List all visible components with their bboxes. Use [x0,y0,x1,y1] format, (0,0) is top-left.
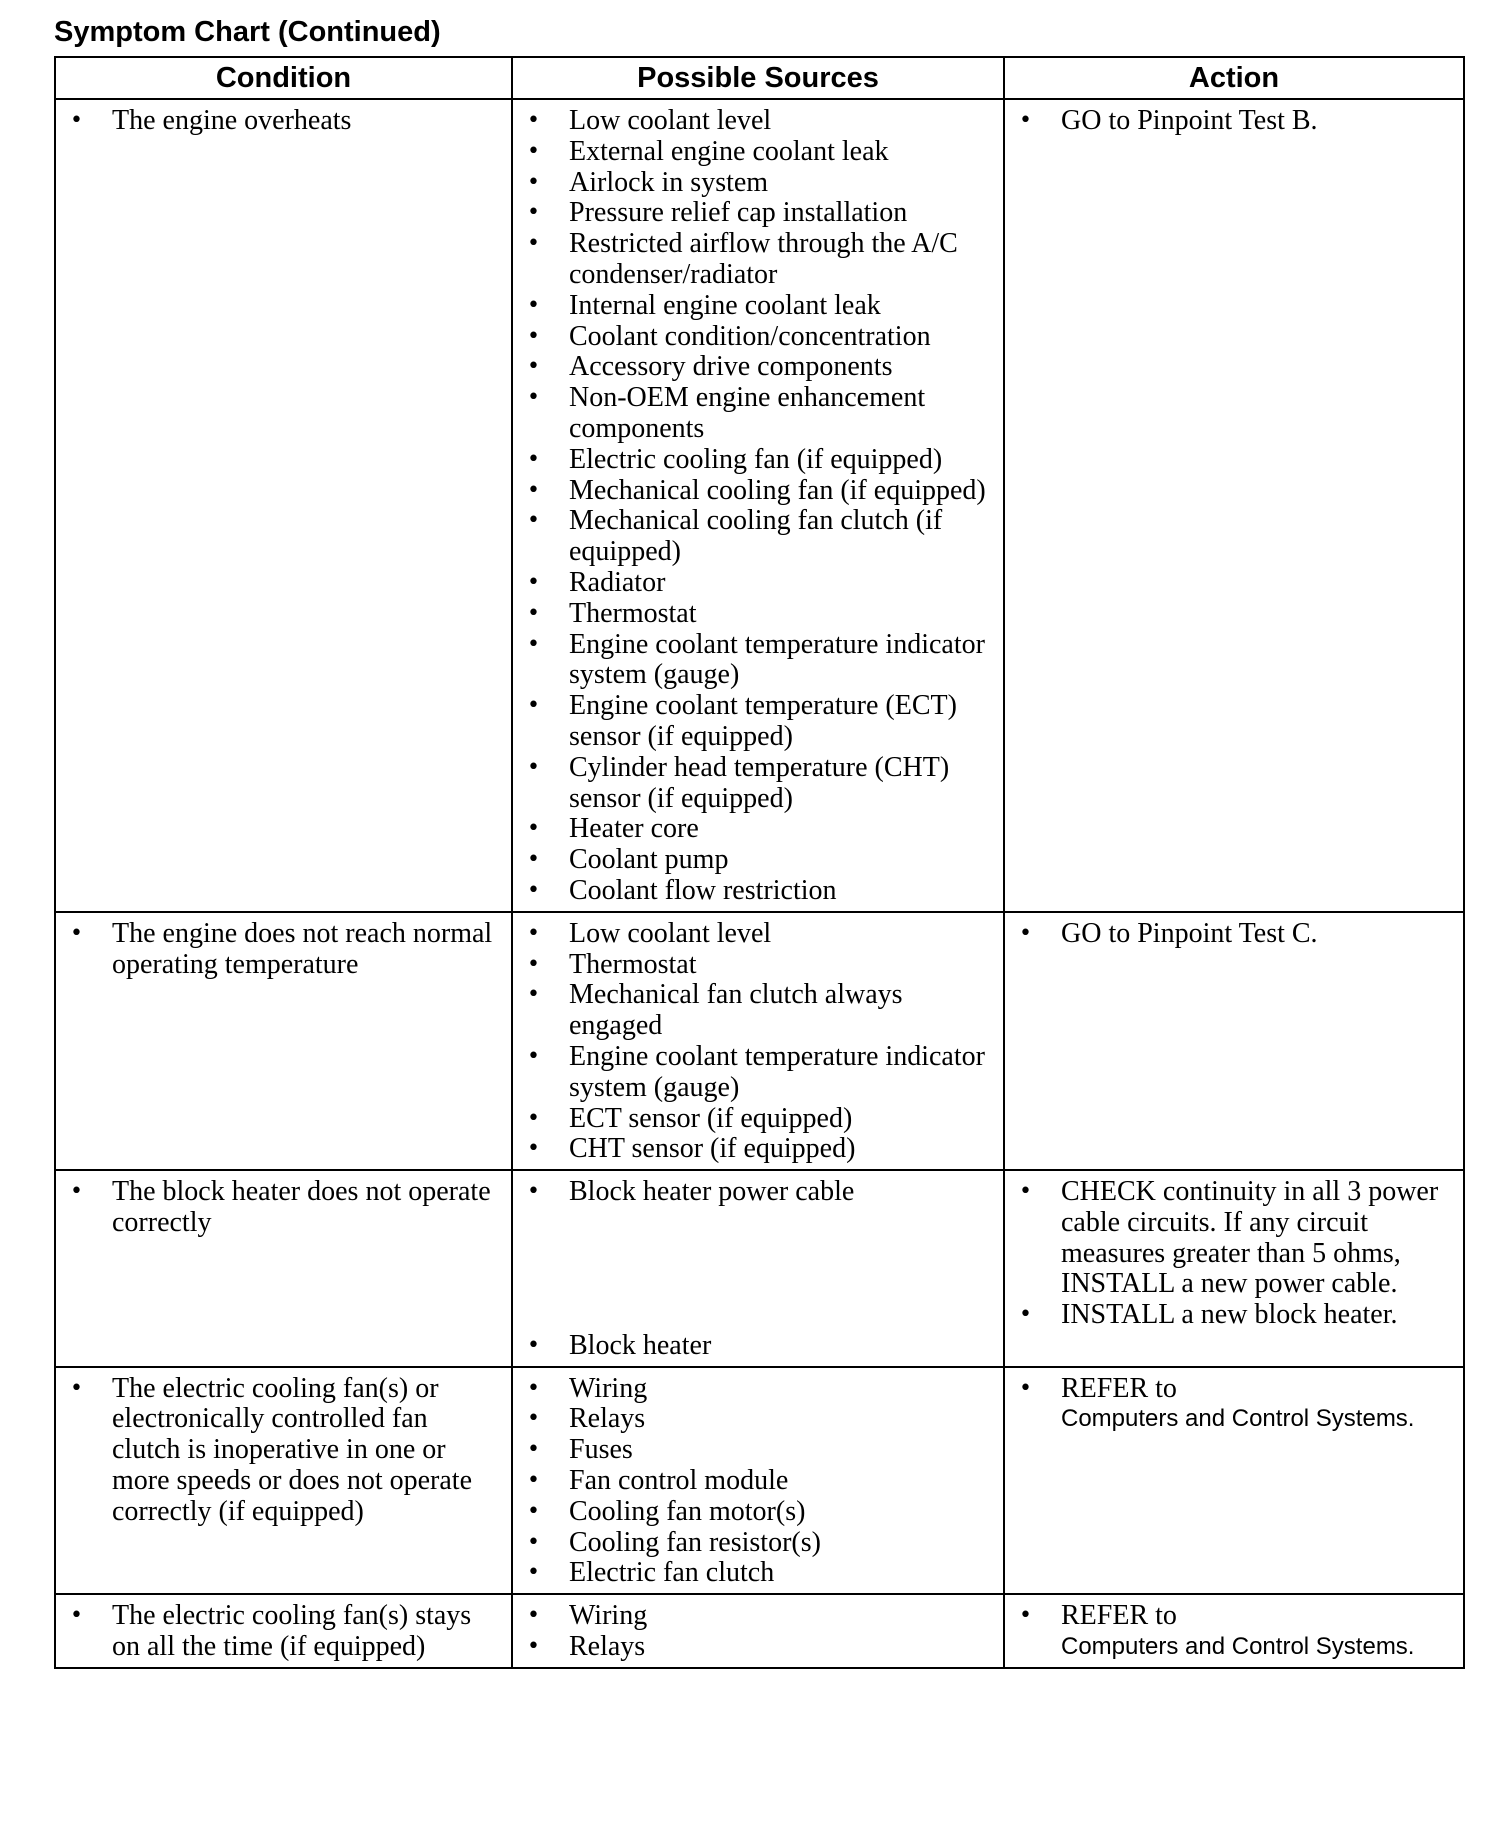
sources-cell [512,1170,1004,1367]
condition-text: • The electric cooling fan(s) or electronically controlled fan clutch is inoperative in one or more speeds or does not operate correctly (if equipped) [56,1374,499,1528]
action-cell [1004,1594,1464,1668]
action-text: REFER to [1061,1372,1177,1404]
list-item: • Low coolant level [513,106,991,137]
list-item: • Internal engine coolant leak [513,291,991,322]
action-cell [1004,1170,1464,1367]
page-title: Symptom Chart (Continued) [54,16,441,48]
list-item: • Electric cooling fan (if equipped) [513,445,991,476]
list-item: • Fan control module [513,1466,991,1497]
list-item: • Cylinder head temperature (CHT) sensor (if equipped) [513,753,991,815]
condition-text: • The block heater does not operate correctly [56,1177,499,1239]
table-row [55,1367,1464,1595]
table-row [55,1594,1464,1668]
list-item: • Fuses [513,1435,991,1466]
list-item: • Mechanical cooling fan (if equipped) [513,476,991,507]
list-item: • Engine coolant temperature indicator system (gauge) [513,630,991,692]
list-item: • Airlock in system [513,168,991,199]
list-item: • Radiator [513,568,991,599]
list-item: • Pressure relief cap installation [513,198,991,229]
list-item: • Cooling fan resistor(s) [513,1528,991,1559]
list-item: • Thermostat [513,950,991,981]
list-item: • Heater core [513,814,991,845]
condition-text: • The engine does not reach normal operating temperature [56,919,499,981]
list-item: • Relays [513,1404,991,1435]
table-row [55,1170,1464,1367]
list-item: • Restricted airflow through the A/C condenser/radiator [513,229,991,291]
list-item: • CHT sensor (if equipped) [513,1134,991,1165]
list-item: • Engine coolant temperature (ECT) sensor (if equipped) [513,691,991,753]
list-item: • Coolant pump [513,845,991,876]
condition-cell [55,1170,512,1367]
condition-text: • The engine overheats [56,106,499,137]
list-item: • Cooling fan motor(s) [513,1497,991,1528]
list-item: • Accessory drive components [513,352,991,383]
condition-text: • The electric cooling fan(s) stays on all the time (if equipped) [56,1601,499,1663]
action-text: • INSTALL a new block heater. [1005,1300,1451,1331]
sources-cell [512,1367,1004,1595]
list-item: • Thermostat [513,599,991,630]
condition-cell [55,1367,512,1595]
action-text: • GO to Pinpoint Test B. [1005,106,1451,137]
list-item: • Low coolant level [513,919,991,950]
list-item: • Engine coolant temperature indicator system (gauge) [513,1042,991,1104]
condition-cell [55,1594,512,1668]
sources-cell [512,1594,1004,1668]
cross-reference-link[interactable]: Computers and Control Systems. [1061,1405,1415,1433]
action-cell [1004,912,1464,1170]
action-item [1005,1374,1451,1435]
table-row [55,99,1464,912]
list-item: • Block heater [513,1331,991,1362]
list-item: • Coolant condition/concentration [513,322,991,353]
action-cell [1004,1367,1464,1595]
sources-cell [512,99,1004,912]
condition-cell [55,912,512,1170]
list-item: • ECT sensor (if equipped) [513,1104,991,1135]
list-item: • Non-OEM engine enhancement components [513,383,991,445]
cross-reference-link[interactable]: Computers and Control Systems. [1061,1633,1415,1661]
action-cell [1004,99,1464,912]
action-text: REFER to [1061,1600,1177,1632]
header-action: Action [1004,57,1464,99]
list-item: • Relays [513,1632,991,1663]
symptom-chart-table [54,56,1465,1669]
list-item: • External engine coolant leak [513,137,991,168]
action-item [1005,1601,1451,1662]
sources-cell [512,912,1004,1170]
table-header-row [55,57,1464,99]
condition-cell [55,99,512,912]
list-item: • Electric fan clutch [513,1558,991,1589]
list-item: • Block heater power cable [513,1177,991,1208]
header-possible-sources: Possible Sources [512,57,1004,99]
list-item: • Mechanical cooling fan clutch (if equipped) [513,506,991,568]
table-row [55,912,1464,1170]
action-text: • GO to Pinpoint Test C. [1005,919,1451,950]
header-condition: Condition [55,57,512,99]
list-item: • Mechanical fan clutch always engaged [513,980,991,1042]
action-text: • CHECK continuity in all 3 power cable circuits. If any circuit measures greater than 5 ohms, INSTALL a new power cable. [1005,1177,1451,1300]
list-item: • Wiring [513,1374,991,1405]
list-item: • Coolant flow restriction [513,876,991,907]
list-item: • Wiring [513,1601,991,1632]
